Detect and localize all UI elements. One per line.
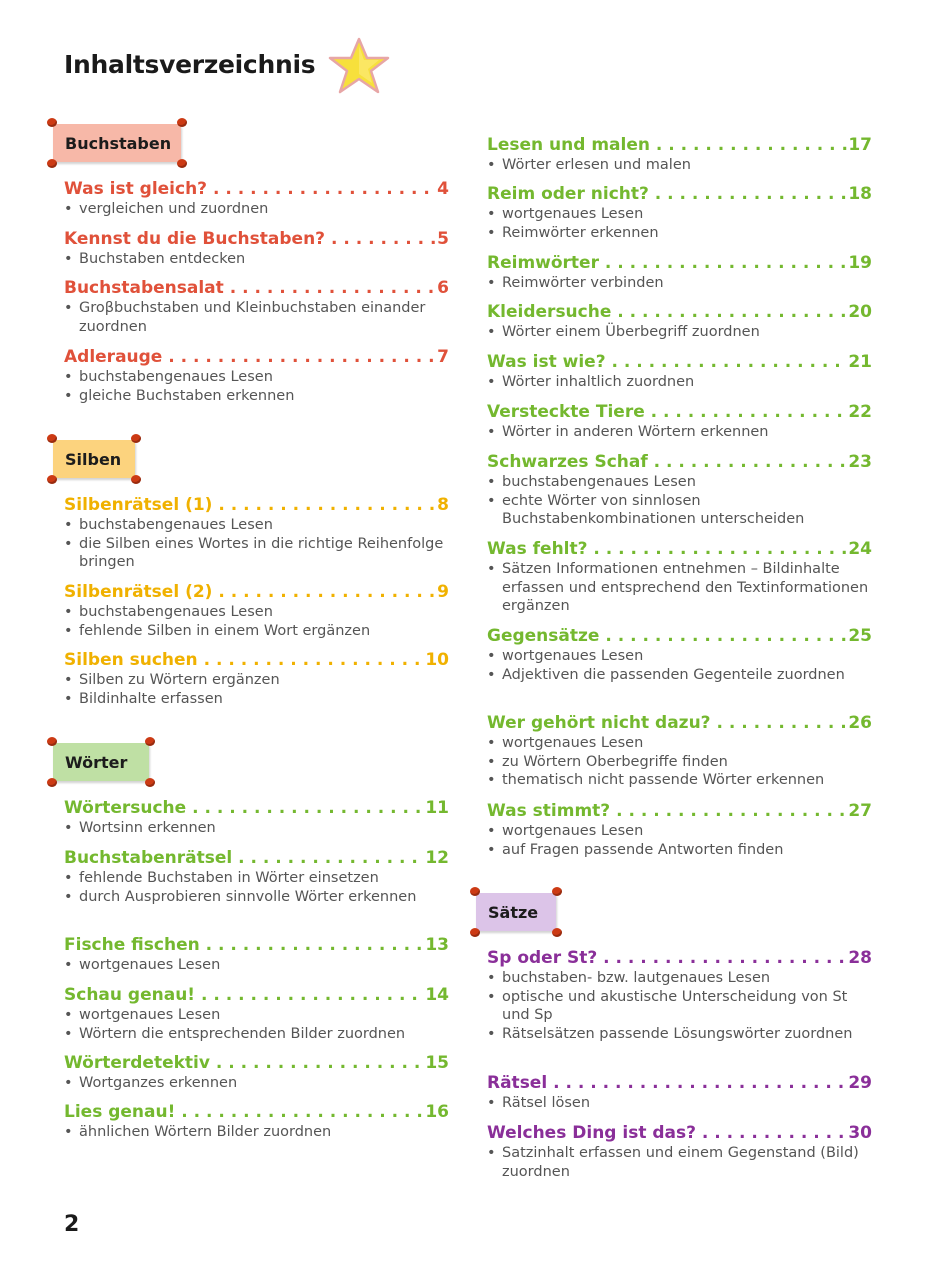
entry-bullet: • durch Ausprobieren sinnvolle Wörter erkennen bbox=[64, 888, 449, 907]
entry-title: Fische fischen . . . bbox=[64, 934, 425, 956]
entry-page: 23 bbox=[848, 452, 872, 472]
entry-title: Silben suchen . . . bbox=[64, 649, 425, 671]
pin-icon bbox=[47, 737, 57, 746]
entry-bullet: • Wörter erlesen und malen bbox=[487, 156, 872, 175]
pin-icon bbox=[470, 887, 480, 896]
toc-entry bbox=[487, 1072, 872, 1113]
entry-page: 11 bbox=[425, 798, 449, 818]
pin-icon bbox=[177, 118, 187, 127]
entry-page: 17 bbox=[848, 135, 872, 155]
entry-bullet: • buchstaben- bzw. lautgenaues Lesen bbox=[487, 969, 872, 988]
entry-bullet: • vergleichen und zuordnen bbox=[64, 200, 449, 219]
entry-page: 22 bbox=[848, 402, 872, 422]
entry-title: Lesen und malen . . . bbox=[487, 134, 848, 156]
pin-icon bbox=[47, 475, 57, 484]
pin-icon bbox=[47, 159, 57, 168]
entry-bullet: • die Silben eines Wortes in die richtige Reihenfolge bringen bbox=[64, 535, 449, 572]
entry-page: 19 bbox=[848, 253, 872, 273]
entry-title: Adlerauge . . . bbox=[64, 346, 437, 368]
entry-bullet: • buchstabengenaues Lesen bbox=[64, 603, 449, 622]
entry-bullet: • Wörtern die entsprechenden Bilder zuordnen bbox=[64, 1025, 449, 1044]
pin-icon bbox=[131, 434, 141, 443]
entry-page: 25 bbox=[848, 626, 872, 646]
entry-page: 30 bbox=[848, 1123, 872, 1143]
pin-icon bbox=[47, 118, 57, 127]
section-label-silben bbox=[53, 440, 135, 478]
entry-bullet: • fehlende Silben in einem Wort ergänzen bbox=[64, 622, 449, 641]
toc-entry bbox=[64, 1101, 449, 1142]
entry-bullet: • Wortsinn erkennen bbox=[64, 819, 449, 838]
entry-bullet: • Rätselsätzen passende Lösungswörter zuordnen bbox=[487, 1025, 872, 1044]
entry-title: Was fehlt? . . . bbox=[487, 538, 848, 560]
toc-entry bbox=[64, 346, 449, 405]
section-label-saetze bbox=[476, 893, 556, 931]
section-label-saetze-text: Sätze bbox=[488, 902, 539, 922]
toc-entry bbox=[64, 581, 449, 640]
toc-entry bbox=[64, 649, 449, 708]
toc-entry bbox=[487, 351, 872, 392]
entry-bullet: • optische und akustische Unterscheidung von St und Sp bbox=[487, 988, 872, 1025]
pin-icon bbox=[145, 737, 155, 746]
pin-icon bbox=[552, 887, 562, 896]
entry-bullet: • Bildinhalte erfassen bbox=[64, 690, 449, 709]
entry-page: 10 bbox=[425, 650, 449, 670]
entry-title: Wer gehört nicht dazu? . . . bbox=[487, 712, 848, 734]
section-label-woerter bbox=[53, 743, 149, 781]
entry-page: 24 bbox=[848, 539, 872, 559]
section-label-buchstaben-text: Buchstaben bbox=[65, 133, 172, 153]
toc-entry bbox=[64, 277, 449, 336]
toc-entry bbox=[487, 134, 872, 175]
entry-title: Buchstabenrätsel . . . bbox=[64, 847, 425, 869]
toc-entry bbox=[487, 800, 872, 859]
entry-title: Reimwörter . . . bbox=[487, 252, 848, 274]
entry-bullet: • Satzinhalt erfassen und einem Gegenstand (Bild) zuordnen bbox=[487, 1144, 872, 1181]
entry-page: 16 bbox=[425, 1102, 449, 1122]
toc-entry bbox=[487, 625, 872, 684]
toc-entry bbox=[487, 947, 872, 1043]
entry-bullet: • Reimwörter erkennen bbox=[487, 224, 872, 243]
entry-page: 21 bbox=[848, 352, 872, 372]
entry-bullet: • Reimwörter verbinden bbox=[487, 274, 872, 293]
entry-page: 15 bbox=[425, 1053, 449, 1073]
entry-title: Schau genau! . . . bbox=[64, 984, 425, 1006]
entry-title: Reim oder nicht? . . . bbox=[487, 183, 848, 205]
entry-page: 18 bbox=[848, 184, 872, 204]
entry-title: Was stimmt? . . . bbox=[487, 800, 848, 822]
section-label-silben-text: Silben bbox=[65, 449, 122, 469]
entry-title: Wörterdetektiv . . . bbox=[64, 1052, 425, 1074]
toc-entry bbox=[64, 494, 449, 572]
entry-title: Welches Ding ist das? . . . bbox=[487, 1122, 848, 1144]
toc-entry bbox=[64, 797, 449, 838]
entry-bullet: • Groβbuchstaben und Kleinbuchstaben einander zuordnen bbox=[64, 299, 449, 336]
entry-title: Silbenrätsel (2) . . . bbox=[64, 581, 437, 603]
entry-page: 28 bbox=[848, 948, 872, 968]
entry-title: Gegensätze . . . bbox=[487, 625, 848, 647]
entry-page: 12 bbox=[425, 848, 449, 868]
entry-bullet: • buchstabengenaues Lesen bbox=[64, 368, 449, 387]
toc-entry bbox=[64, 934, 449, 975]
entry-title: Lies genau! . . . bbox=[64, 1101, 425, 1123]
entry-title: Buchstabensalat . . . bbox=[64, 277, 437, 299]
entry-bullet: • wortgenaues Lesen bbox=[487, 822, 872, 841]
pin-icon bbox=[131, 475, 141, 484]
section-label-buchstaben bbox=[53, 124, 181, 162]
toc-entry bbox=[487, 183, 872, 242]
toc-entry bbox=[64, 847, 449, 906]
entry-page: 13 bbox=[425, 935, 449, 955]
entry-title: Wörtersuche . . . bbox=[64, 797, 425, 819]
toc-entry bbox=[64, 1052, 449, 1093]
star-icon bbox=[327, 36, 393, 98]
toc-entry bbox=[487, 451, 872, 529]
entry-title: Kleidersuche . . . bbox=[487, 301, 848, 323]
page-title: Inhaltsverzeichnis bbox=[64, 50, 316, 79]
entry-bullet: • buchstabengenaues Lesen bbox=[487, 473, 872, 492]
entry-page: 5 bbox=[437, 229, 449, 249]
entry-page: 6 bbox=[437, 278, 449, 298]
entry-bullet: • fehlende Buchstaben in Wörter einsetzen bbox=[64, 869, 449, 888]
entry-title: Sp oder St? . . . bbox=[487, 947, 848, 969]
entry-bullet: • Adjektiven die passenden Gegenteile zuordnen bbox=[487, 666, 872, 685]
entry-page: 26 bbox=[848, 713, 872, 733]
pin-icon bbox=[470, 928, 480, 937]
entry-bullet: • ähnlichen Wörtern Bilder zuordnen bbox=[64, 1123, 449, 1142]
toc-entry bbox=[487, 1122, 872, 1181]
pin-icon bbox=[145, 778, 155, 787]
entry-page: 9 bbox=[437, 582, 449, 602]
entry-bullet: • Wörter einem Überbegriff zuordnen bbox=[487, 323, 872, 342]
entry-bullet: • buchstabengenaues Lesen bbox=[64, 516, 449, 535]
entry-bullet: • wortgenaues Lesen bbox=[64, 956, 449, 975]
entry-bullet: • zu Wörtern Oberbegriffe finden bbox=[487, 753, 872, 772]
entry-bullet: • Sätzen Informationen entnehmen – Bildinhalte erfassen und entsprechend den Textinformationen ergänzen bbox=[487, 560, 872, 616]
toc-entry bbox=[487, 252, 872, 293]
entry-bullet: • thematisch nicht passende Wörter erkennen bbox=[487, 771, 872, 790]
entry-page: 29 bbox=[848, 1073, 872, 1093]
entry-bullet: • gleiche Buchstaben erkennen bbox=[64, 387, 449, 406]
entry-page: 4 bbox=[437, 179, 449, 199]
entry-bullet: • Silben zu Wörtern ergänzen bbox=[64, 671, 449, 690]
pin-icon bbox=[552, 928, 562, 937]
entry-bullet: • Wortganzes erkennen bbox=[64, 1074, 449, 1093]
toc-entry bbox=[487, 401, 872, 442]
entry-bullet: • Wörter in anderen Wörtern erkennen bbox=[487, 423, 872, 442]
entry-title: Schwarzes Schaf . . . bbox=[487, 451, 848, 473]
entry-title: Was ist wie? . . . bbox=[487, 351, 848, 373]
toc-entry bbox=[487, 301, 872, 342]
entry-title: Was ist gleich? . . . bbox=[64, 178, 437, 200]
entry-title: Rätsel . . . bbox=[487, 1072, 848, 1094]
section-label-woerter-text: Wörter bbox=[65, 752, 128, 772]
entry-bullet: • Wörter inhaltlich zuordnen bbox=[487, 373, 872, 392]
entry-bullet: • auf Fragen passende Antworten finden bbox=[487, 841, 872, 860]
toc-entry bbox=[64, 178, 449, 219]
entry-title: Versteckte Tiere . . . bbox=[487, 401, 848, 423]
entry-page: 14 bbox=[425, 985, 449, 1005]
entry-bullet: • wortgenaues Lesen bbox=[64, 1006, 449, 1025]
entry-bullet: • wortgenaues Lesen bbox=[487, 205, 872, 224]
toc-entry bbox=[487, 712, 872, 790]
entry-bullet: • echte Wörter von sinnlosen Buchstabenkombinationen unterscheiden bbox=[487, 492, 872, 529]
page-number: 2 bbox=[64, 1212, 80, 1237]
toc-entry bbox=[64, 228, 449, 269]
toc-entry bbox=[487, 538, 872, 616]
entry-bullet: • Buchstaben entdecken bbox=[64, 250, 449, 269]
entry-page: 20 bbox=[848, 302, 872, 322]
entry-bullet: • wortgenaues Lesen bbox=[487, 734, 872, 753]
entry-page: 27 bbox=[848, 801, 872, 821]
pin-icon bbox=[47, 778, 57, 787]
entry-title: Kennst du die Buchstaben? . . . bbox=[64, 228, 437, 250]
entry-title: Silbenrätsel (1) . . . bbox=[64, 494, 437, 516]
toc-entry bbox=[64, 984, 449, 1043]
entry-page: 8 bbox=[437, 495, 449, 515]
pin-icon bbox=[177, 159, 187, 168]
entry-bullet: • Rätsel lösen bbox=[487, 1094, 872, 1113]
pin-icon bbox=[47, 434, 57, 443]
entry-page: 7 bbox=[437, 347, 449, 367]
entry-bullet: • wortgenaues Lesen bbox=[487, 647, 872, 666]
